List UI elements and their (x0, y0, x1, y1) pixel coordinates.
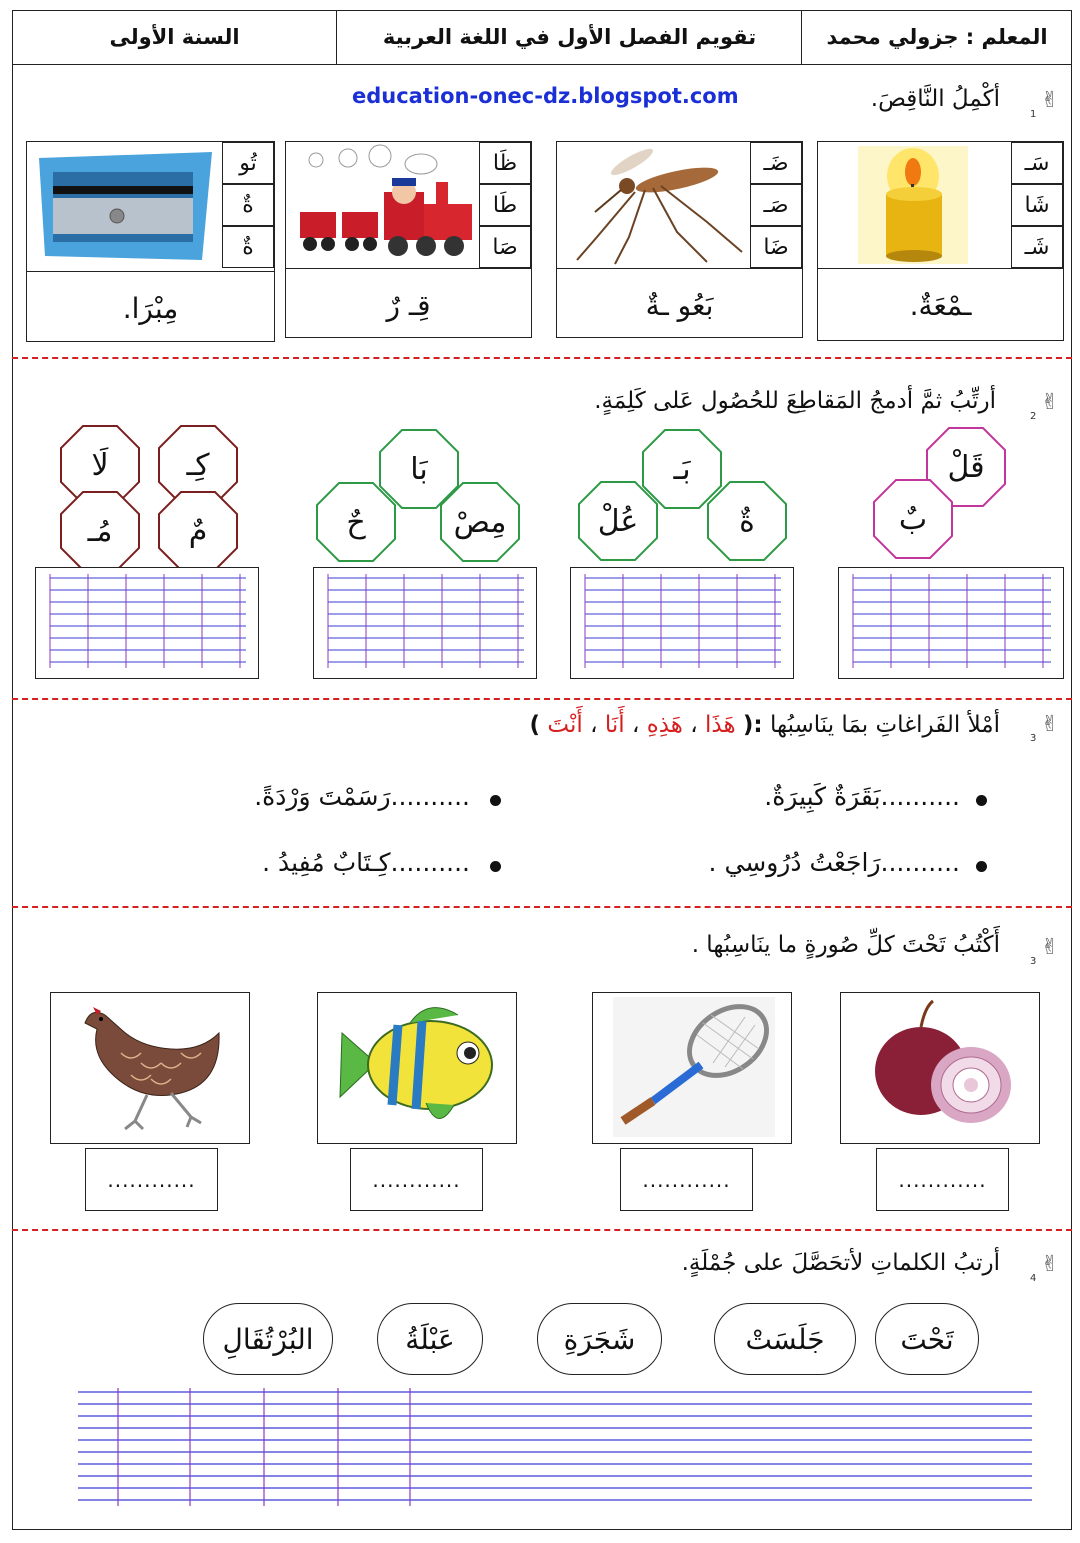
hand-icon: ✌ 2 (1030, 390, 1060, 422)
train-image (286, 142, 481, 268)
option-word: أَنْتَ (547, 712, 583, 738)
letter-cell: طَا (479, 184, 531, 226)
syllable-octagon: حٌ (315, 481, 397, 563)
ex1-card (817, 141, 1064, 341)
letter-cell: سَـ (1011, 142, 1063, 184)
option-word: أَنَا (604, 712, 625, 738)
letter-cell: صَـ (750, 184, 802, 226)
ex1-card (26, 141, 275, 342)
answer-box[interactable]: ............ (85, 1148, 218, 1211)
hen-image (50, 992, 250, 1144)
letter-cell: ةٌ (222, 184, 274, 226)
candle-image (818, 142, 1013, 268)
fish-image (317, 992, 517, 1144)
bullet (490, 861, 501, 872)
ex1-title: أكْمِلُ النَّاقِصَ. (870, 86, 1000, 112)
writing-grid[interactable] (838, 567, 1064, 679)
ex4-title: أَكْتُبُ تَحْتَ كلِّ صُورةٍ ما ينَاسِبُها . (691, 932, 1000, 958)
sentence-writing-lines[interactable] (78, 1388, 1032, 1508)
letter-cell: تُو (222, 142, 274, 184)
ex1-card (285, 141, 532, 338)
hand-icon: ✌ 1 (1030, 88, 1060, 120)
ex1-card (556, 141, 803, 338)
bullet (976, 861, 987, 872)
section-divider (12, 1229, 1072, 1231)
letter-cell: شَـ (1011, 226, 1063, 268)
syllable-octagon: بَا (378, 428, 460, 510)
writing-grid[interactable] (313, 567, 537, 679)
hand-icon: ✌ 3 (1030, 935, 1060, 967)
ex1-word: قِـ رٌ (286, 268, 531, 341)
section-divider (12, 357, 1072, 359)
answer-box[interactable]: ............ (876, 1148, 1009, 1211)
fill-sentence[interactable]: ..........رَسَمْتَ وَرْدَةً. (254, 782, 470, 811)
letter-cell: شَا (1011, 184, 1063, 226)
option-word: هَذِهِ (646, 712, 683, 738)
option-word: هَذَا (705, 712, 736, 738)
ex1-word: مِبْرَا. (27, 271, 274, 344)
ex3-title: أمْلأ الفَراغاتِ بمَا ينَاسِبُها :( هَذَا ، هَذِهِ ، أَنَا ، أَنْتَ ) (529, 712, 1000, 738)
syllable-octagon: لَا (59, 424, 141, 506)
word-pill[interactable]: عَبْلَةُ (377, 1303, 483, 1375)
syllable-octagon: مٌ (157, 490, 239, 572)
racket-image (592, 992, 792, 1144)
header (12, 10, 1072, 65)
teacher-name: المعلم : جزولي محمد (826, 25, 1048, 49)
sharpener-image (27, 142, 224, 268)
letter-cell: ضَا (750, 226, 802, 268)
syllable-octagon: ةٌ (706, 480, 788, 562)
fill-sentence[interactable]: ..........كِـتَابٌ مُفِيدُ . (262, 848, 470, 877)
word-pill[interactable]: البُرْتُقَالِ (203, 1303, 333, 1375)
ex1-word: بَعُو ـةٌ (557, 268, 802, 341)
bullet (490, 795, 501, 806)
letter-cell: ضَـ (750, 142, 802, 184)
syllable-octagon: بَـ (641, 428, 723, 510)
ex2-title: أرتِّبُ ثمَّ أدمجُ المَقاطِعَ للحُصُول عَلى كَلِمَةٍ. (594, 388, 996, 414)
ex5-title: أرتبُ الكلماتِ لأتحَصَّلَ على جُمْلَةٍ. (681, 1250, 1000, 1276)
watermark: education-onec-dz.blogspot.com (352, 84, 739, 108)
syllable-octagon: مِصْ (439, 481, 521, 563)
letter-cell: ةٌ (222, 226, 274, 268)
syllable-octagon: عُلْ (577, 480, 659, 562)
syllable-octagon: كِـ (157, 424, 239, 506)
answer-box[interactable]: ............ (620, 1148, 753, 1211)
word-pill[interactable]: تَحْتَ (875, 1303, 979, 1375)
ex1-word: ـمْعَةٌ. (818, 268, 1063, 341)
mosquito-image (557, 142, 752, 268)
writing-grid[interactable] (570, 567, 794, 679)
syllable-octagon: مُـ (59, 490, 141, 572)
hand-icon: ✌ 3 (1030, 712, 1060, 744)
writing-grid[interactable] (35, 567, 259, 679)
bullet (976, 795, 987, 806)
word-pill[interactable]: شَجَرَةِ (537, 1303, 662, 1375)
answer-box[interactable]: ............ (350, 1148, 483, 1211)
word-pill[interactable]: جَلَسَتْ (714, 1303, 856, 1375)
fill-sentence[interactable]: ..........بَقَرَةٌ كَبِيرَةٌ. (764, 782, 960, 811)
fill-sentence[interactable]: ..........رَاجَعْتُ دُرُوسِي . (708, 848, 960, 877)
section-divider (12, 906, 1072, 908)
letter-cell: صَا (479, 226, 531, 268)
onion-image (840, 992, 1040, 1144)
letter-cell: ظَا (479, 142, 531, 184)
syllable-octagon: قَلْ (925, 426, 1007, 508)
hand-icon: ✌ 4 (1030, 1252, 1060, 1284)
exam-title: تقويم الفصل الأول في اللغة العربية (382, 25, 757, 49)
section-divider (12, 698, 1072, 700)
syllable-octagon: بٌ (872, 478, 954, 560)
school-level: السنة الأولى (109, 25, 240, 49)
